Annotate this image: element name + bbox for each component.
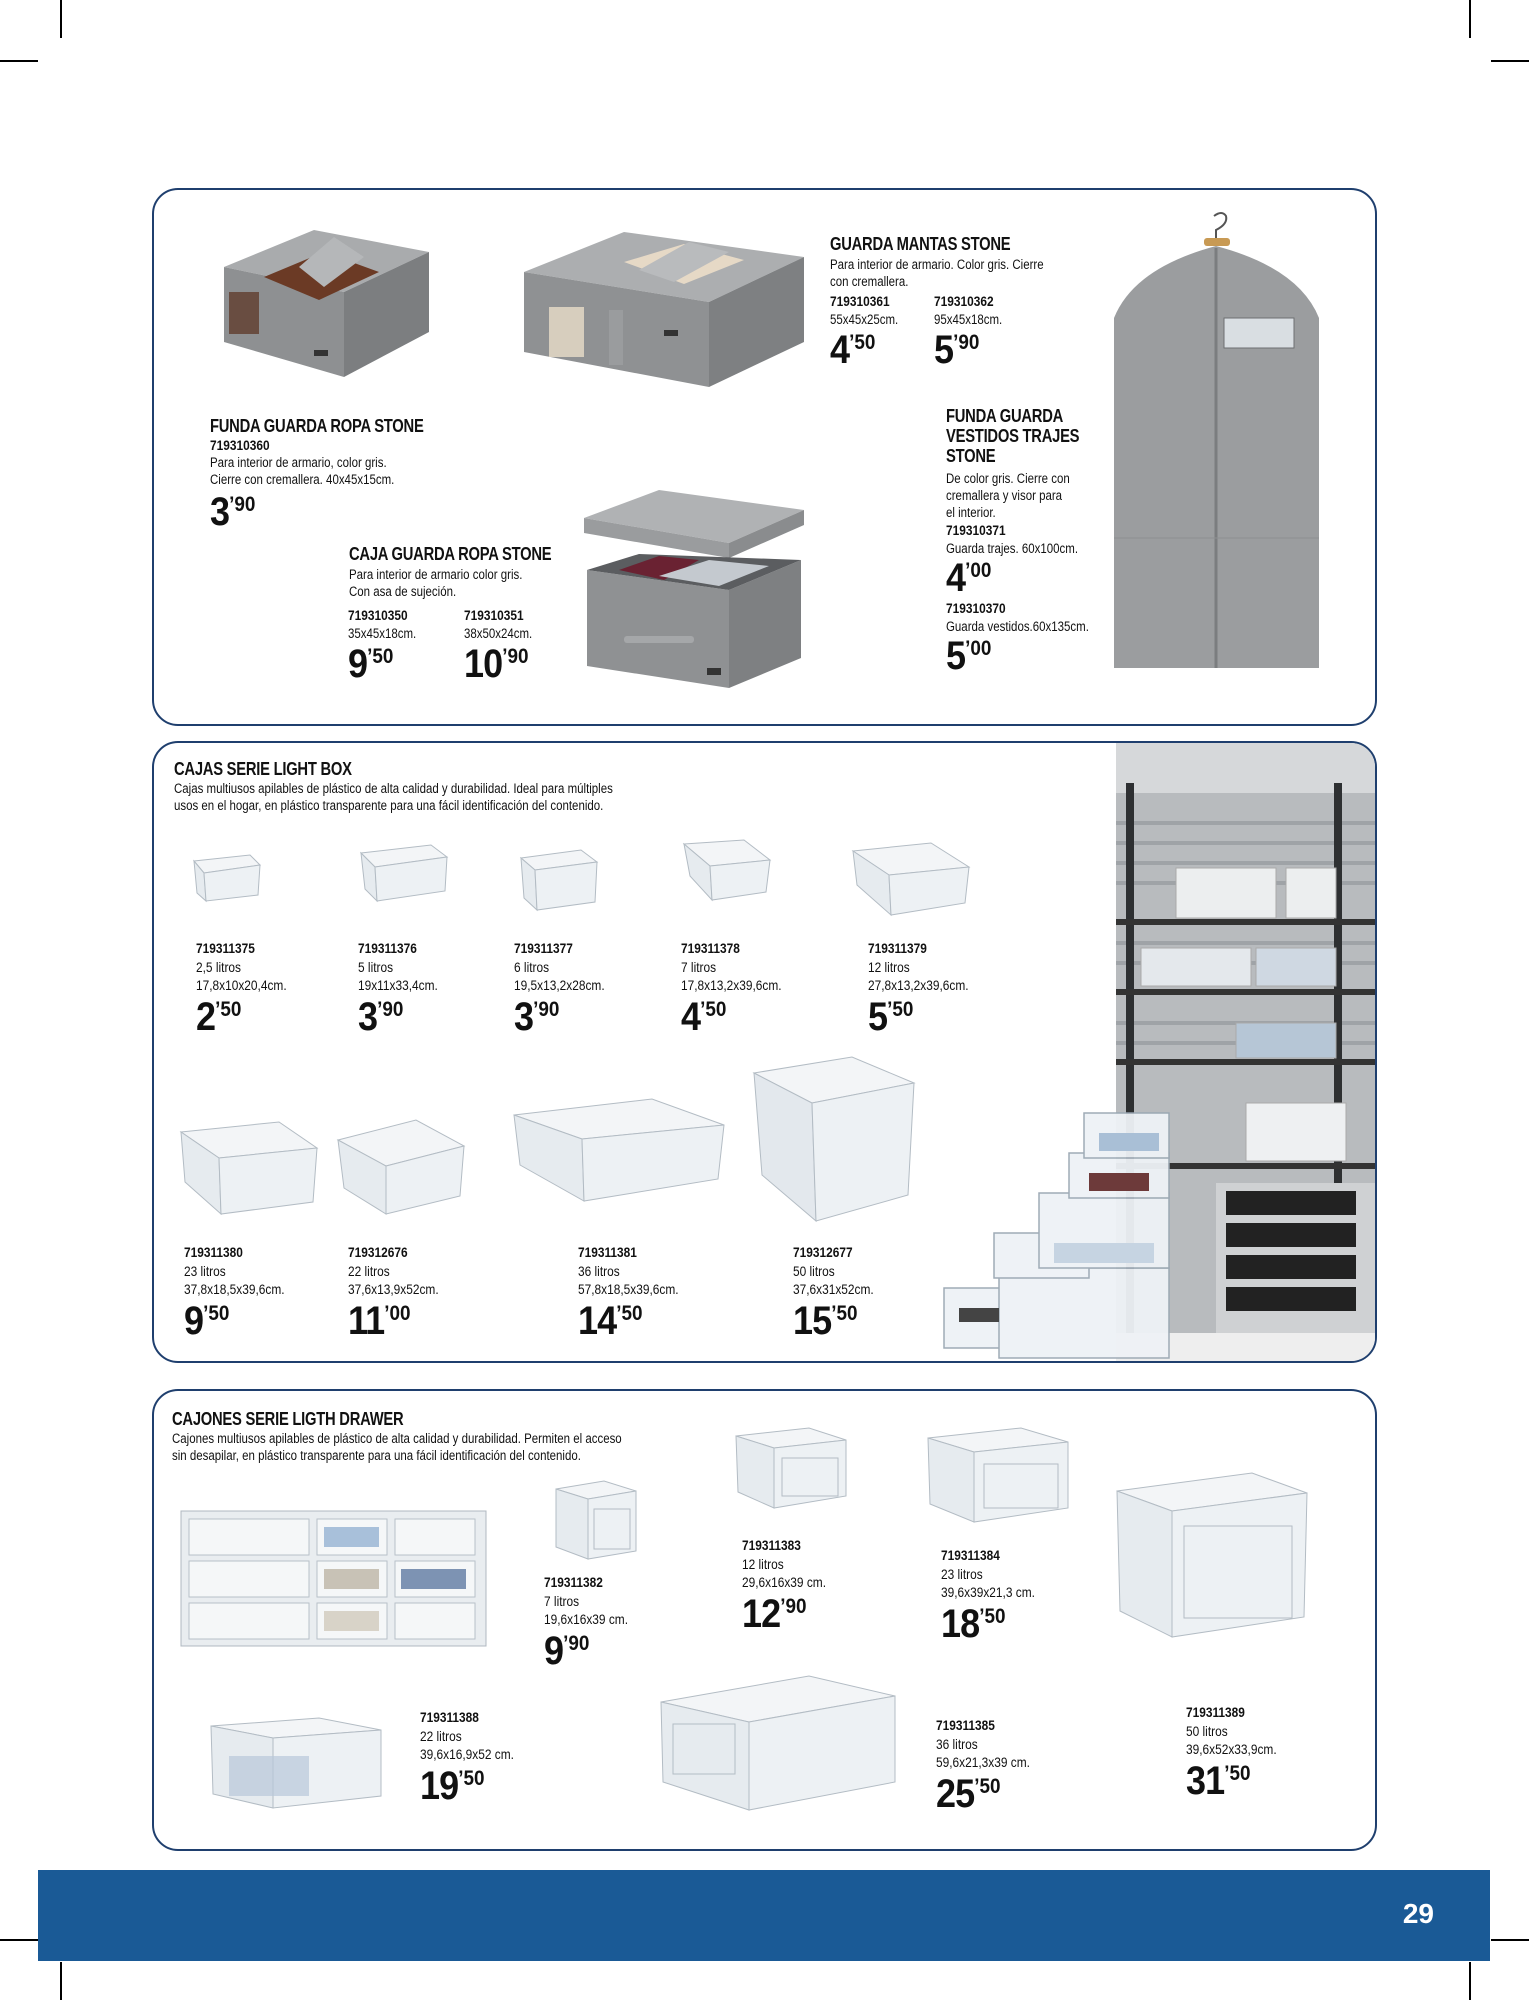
product-code: 719310370: [946, 600, 1006, 616]
price: 4’00: [946, 556, 992, 600]
price: 11’00: [348, 1299, 411, 1343]
product-code: 719310361: [830, 293, 890, 309]
product-size: 37,8x18,5x39,6cm.: [184, 1281, 285, 1297]
product-code: 719311376: [358, 940, 417, 956]
page-number: 29: [1402, 1898, 1434, 1929]
product-size: 55x45x25cm.: [830, 312, 899, 327]
price: 2’50: [196, 995, 242, 1039]
drawer-image: [659, 1674, 899, 1814]
product-code: 719311385: [936, 1717, 995, 1733]
price: 31’50: [1186, 1759, 1251, 1803]
drawer-image: [1112, 1471, 1312, 1641]
product-code: 719311388: [420, 1709, 479, 1725]
drawer-image: [554, 1479, 639, 1564]
product-size: 35x45x18cm.: [348, 626, 417, 641]
product-code: 719311383: [742, 1537, 801, 1553]
product-size: 39,6x52x33,9cm.: [1186, 1741, 1277, 1757]
guarda-mantas-desc: con cremallera.: [830, 274, 909, 289]
product-code: 719310371: [946, 522, 1006, 538]
product-code: 719310362: [934, 293, 994, 309]
price: 9’90: [544, 1629, 590, 1673]
box-image: [519, 846, 599, 914]
product-liters: 7 litros: [681, 959, 717, 975]
product-size: 17,8x13,2x39,6cm.: [681, 977, 782, 993]
funda-vestidos-desc: el interior.: [946, 505, 996, 520]
funda-vestidos-title: FUNDA GUARDA: [946, 406, 1064, 426]
drawer-image: [209, 1716, 384, 1811]
product-liters: 36 litros: [936, 1736, 978, 1752]
stacked-boxes-image: [934, 1103, 1194, 1363]
product-code: 719311380: [184, 1244, 243, 1260]
caja-ropa-title: CAJA GUARDA ROPA STONE: [349, 544, 552, 564]
product-code: 719312677: [793, 1244, 853, 1260]
box-image: [851, 841, 971, 919]
box-image: [336, 1118, 466, 1218]
product-code: 719311382: [544, 1574, 603, 1590]
drawer-panel: [152, 1389, 1377, 1851]
product-code: 719311384: [941, 1547, 1000, 1563]
lightbox-panel: [152, 741, 1377, 1363]
price: 14’50: [578, 1299, 643, 1343]
product-size: 19x11x33,4cm.: [358, 977, 438, 993]
product-code: 719311381: [578, 1244, 637, 1260]
crop-mark: [1469, 1962, 1471, 2000]
product-size: 37,6x31x52cm.: [793, 1281, 874, 1297]
garment-bag-image: [1104, 208, 1329, 678]
crop-mark: [1469, 0, 1471, 38]
lightbox-desc: usos en el hogar, en plástico transparente para una fácil identificación del contenido.: [174, 798, 604, 813]
price: 3’90: [358, 995, 404, 1039]
product-liters: 12 litros: [742, 1556, 784, 1572]
product-code: 719310350: [348, 607, 408, 623]
drawer-desc: sin desapilar, en plástico transparente para una fácil identificación del contenido.: [172, 1448, 581, 1463]
product-size: 57,8x18,5x39,6cm.: [578, 1281, 679, 1297]
box-image: [682, 838, 772, 904]
product-size: 17,8x10x20,4cm.: [196, 977, 287, 993]
drawer-title: CAJONES SERIE LIGTH DRAWER: [172, 1409, 404, 1429]
product-size: Guarda vestidos.60x135cm.: [946, 619, 1089, 634]
funda-vestidos-desc: De color gris. Cierre con: [946, 471, 1070, 486]
footer-bar: [38, 1870, 1490, 1961]
product-liters: 12 litros: [868, 959, 910, 975]
price: 12’90: [742, 1592, 807, 1636]
product-liters: 2,5 litros: [196, 959, 241, 975]
funda-vestidos-title: STONE: [946, 446, 996, 466]
funda-ropa-desc: Cierre con cremallera. 40x45x15cm.: [210, 472, 395, 487]
caja-ropa-desc: Para interior de armario color gris.: [349, 567, 523, 582]
crop-mark: [1491, 1939, 1529, 1941]
price: 15’50: [793, 1299, 858, 1343]
product-size: 29,6x16x39 cm.: [742, 1574, 827, 1590]
price: 5’90: [934, 328, 980, 372]
product-code: 719311377: [514, 940, 573, 956]
product-size: Guarda trajes. 60x100cm.: [946, 541, 1079, 556]
product-liters: 6 litros: [514, 959, 550, 975]
price: 19’50: [420, 1764, 485, 1808]
product-liters: 50 litros: [793, 1263, 835, 1279]
product-liters: 7 litros: [544, 1593, 580, 1609]
guarda-mantas-desc: Para interior de armario. Color gris. Cierre: [830, 257, 1044, 272]
product-size: 59,6x21,3x39 cm.: [936, 1754, 1030, 1770]
price: 9’50: [348, 642, 394, 686]
product-liters: 36 litros: [578, 1263, 620, 1279]
guarda-mantas-title: GUARDA MANTAS STONE: [830, 234, 1011, 254]
funda-ropa-title: FUNDA GUARDA ROPA STONE: [210, 416, 424, 436]
product-code: 719311389: [1186, 1704, 1245, 1720]
crop-mark: [0, 1939, 38, 1941]
price: 18’50: [941, 1602, 1006, 1646]
box-image: [179, 1118, 319, 1218]
box-image: [512, 1095, 727, 1205]
product-code: 719311375: [196, 940, 255, 956]
price: 25’50: [936, 1772, 1001, 1816]
product-size: 37,6x13,9x52cm.: [348, 1281, 439, 1297]
price: 3’90: [210, 490, 256, 534]
product-liters: 22 litros: [420, 1728, 462, 1744]
caja-guarda-ropa-image: [579, 488, 809, 698]
product-code: 719312676: [348, 1244, 408, 1260]
box-image: [359, 843, 449, 903]
product-size: 38x50x24cm.: [464, 626, 533, 641]
price: 3’90: [514, 995, 560, 1039]
product-size: 95x45x18cm.: [934, 312, 1003, 327]
lightbox-desc: Cajas multiusos apilables de plástico de alta calidad y durabilidad. Ideal para múltiples: [174, 781, 613, 796]
drawer-image: [926, 1426, 1071, 1526]
product-size: 19,5x13,2x28cm.: [514, 977, 605, 993]
price: 10’90: [464, 642, 529, 686]
product-code: 719311378: [681, 940, 740, 956]
price: 9’50: [184, 1299, 230, 1343]
product-code: 719311379: [868, 940, 927, 956]
product-liters: 5 litros: [358, 959, 394, 975]
funda-vestidos-desc: cremallera y visor para: [946, 488, 1063, 503]
crop-mark: [60, 1962, 62, 2000]
crop-mark: [0, 60, 38, 62]
product-size: 39,6x16,9x52 cm.: [420, 1746, 514, 1762]
crop-mark: [1491, 60, 1529, 62]
price: 4’50: [830, 328, 876, 372]
stone-panel: [152, 188, 1377, 726]
guarda-mantas-image: [514, 212, 814, 392]
product-liters: 22 litros: [348, 1263, 390, 1279]
product-liters: 23 litros: [184, 1263, 226, 1279]
product-code: 719310351: [464, 607, 524, 623]
product-size: 39,6x39x21,3 cm.: [941, 1584, 1035, 1600]
funda-ropa-desc: Para interior de armario, color gris.: [210, 455, 387, 470]
box-image: [192, 851, 262, 903]
box-image: [752, 1055, 917, 1225]
product-size: 27,8x13,2x39,6cm.: [868, 977, 969, 993]
lightbox-title: CAJAS SERIE LIGHT BOX: [174, 759, 352, 779]
funda-vestidos-title: VESTIDOS TRAJES: [946, 426, 1080, 446]
product-code: 719310360: [210, 437, 270, 453]
drawer-unit-image: [179, 1509, 489, 1649]
price: 4’50: [681, 995, 727, 1039]
funda-guarda-ropa-image: [204, 212, 444, 382]
drawer-image: [734, 1426, 849, 1511]
price: 5’50: [868, 995, 914, 1039]
drawer-desc: Cajones multiusos apilables de plástico de alta calidad y durabilidad. Permiten el acceso: [172, 1431, 622, 1446]
crop-mark: [60, 0, 62, 38]
product-size: 19,6x16x39 cm.: [544, 1611, 629, 1627]
product-liters: 23 litros: [941, 1566, 983, 1582]
product-liters: 50 litros: [1186, 1723, 1228, 1739]
caja-ropa-desc: Con asa de sujeción.: [349, 584, 457, 599]
price: 5’00: [946, 634, 992, 678]
